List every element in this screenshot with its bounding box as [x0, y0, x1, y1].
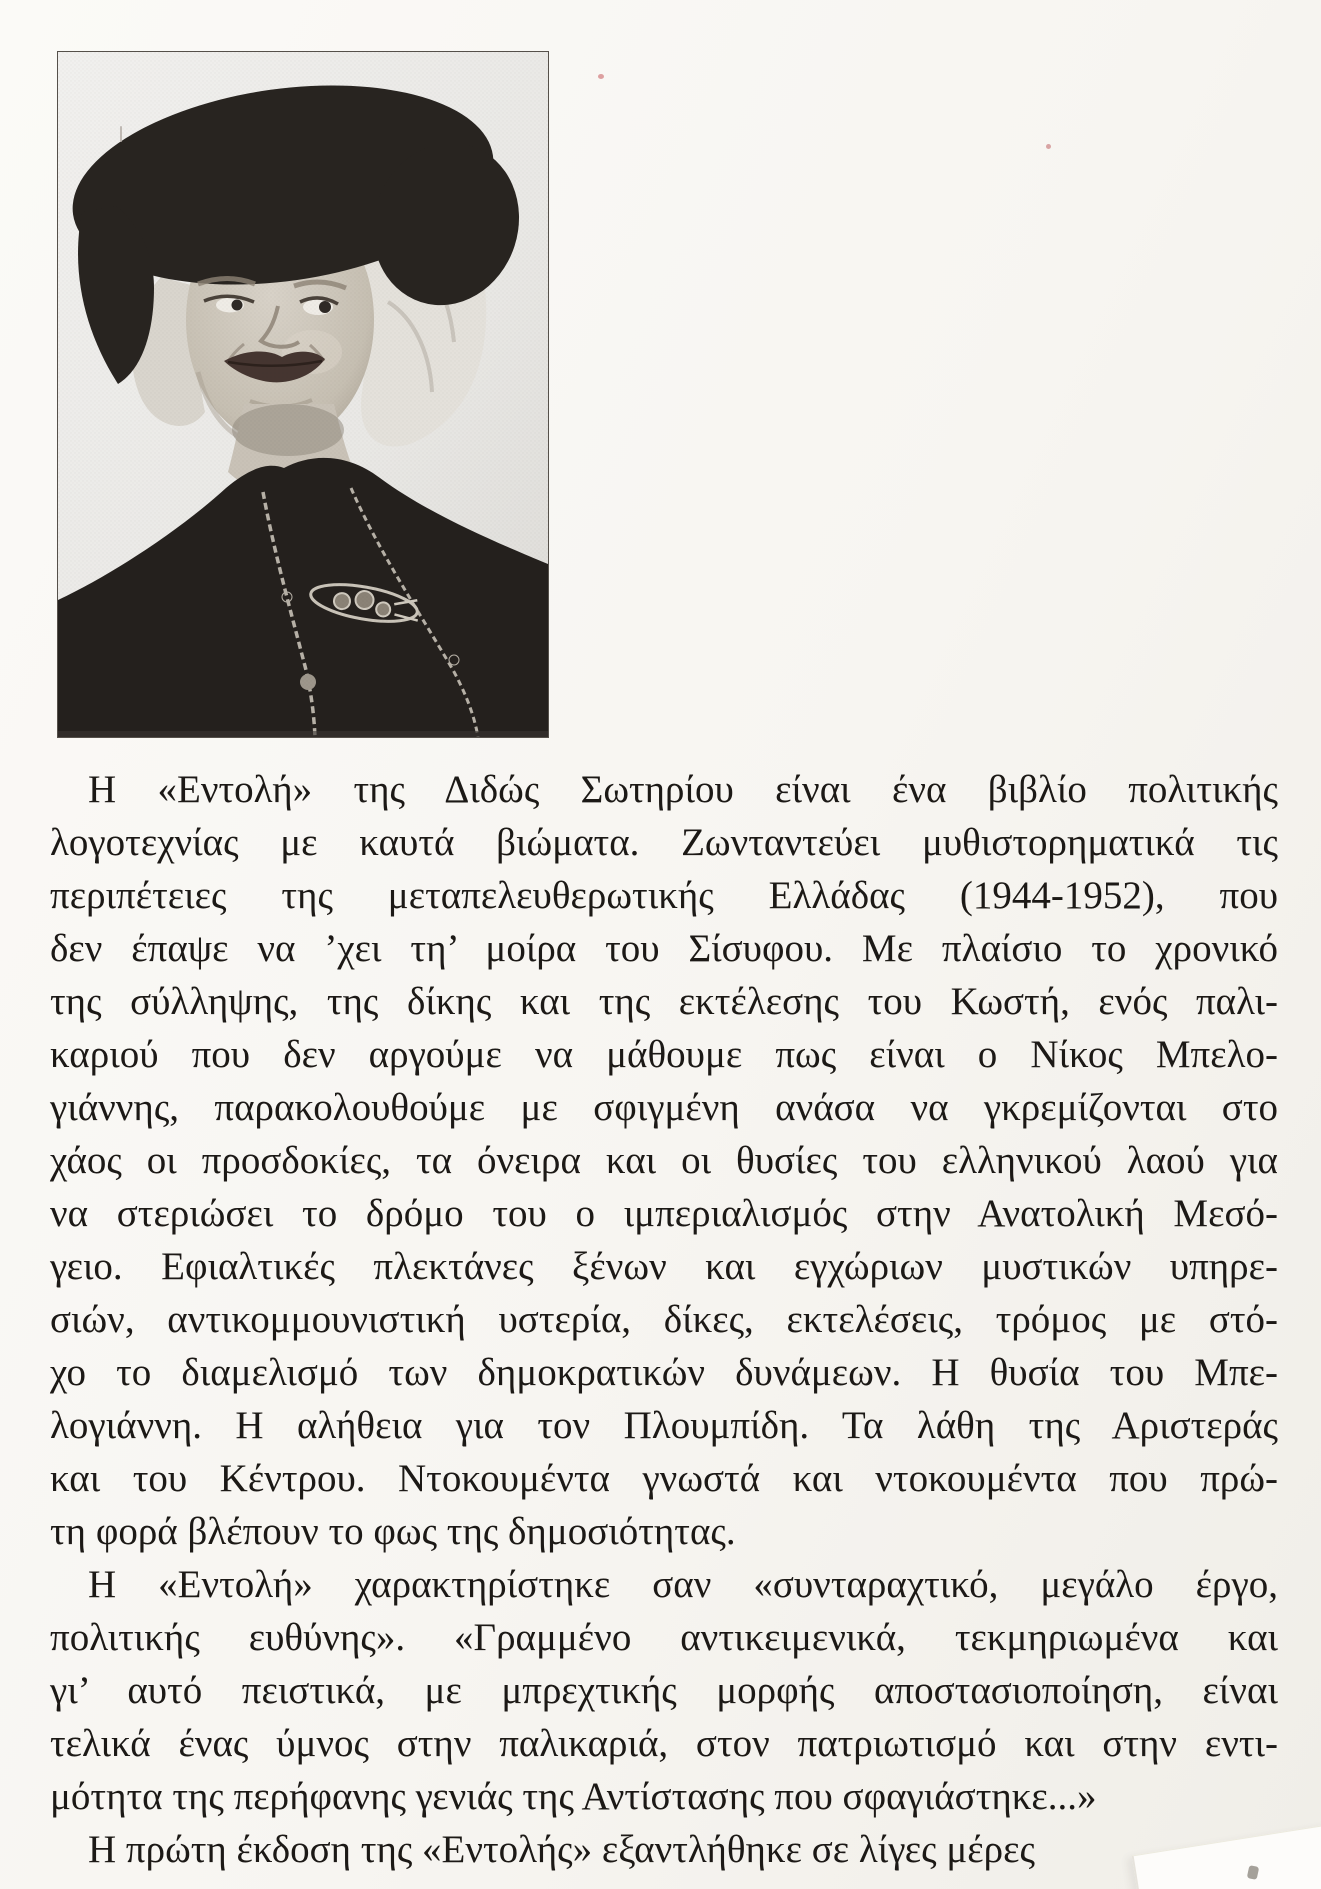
text-line: να στεριώσει το δρόμο του ο ιμπεριαλισμός στην Ανατολική Μεσό-	[50, 1192, 1278, 1235]
text-line: περιπέτειες της μεταπελευθερωτικής Ελλάδας (1944-1952), που	[50, 874, 1278, 917]
blurb-text	[50, 763, 1278, 1876]
text-line: λογιάννη. Η αλήθεια για τον Πλουμπίδη. Τα λάθη της Αριστεράς	[50, 1404, 1278, 1447]
author-photo	[58, 52, 548, 737]
photo-grain	[58, 52, 548, 737]
scan-speck	[598, 74, 604, 79]
photo-bottom-edge	[58, 731, 548, 737]
text-line: γιάννης, παρακολουθούμε με σφιγμένη ανάσα να γκρεμίζονται στο	[50, 1086, 1278, 1129]
text-line: της σύλληψης, της δίκης και της εκτέλεσης του Κωστή, ενός παλι-	[50, 980, 1278, 1023]
text-line: πολιτικής ευθύνης». «Γραμμένο αντικειμενικά, τεκμηριωμένα και	[50, 1616, 1278, 1659]
text-line: Η πρώτη έκδοση της «Εντολής» εξαντλήθηκε σε λίγες μέρες	[88, 1828, 1035, 1871]
text-line: Η «Εντολή» χαρακτηρίστηκε σαν «συνταραχτικό, μεγάλο έργο,	[88, 1563, 1278, 1606]
text-line: γειο. Εφιαλτικές πλεκτάνες ξένων και εγχώριων μυστικών υπηρε-	[50, 1245, 1278, 1288]
text-line: τελικά ένας ύμνος στην παλικαριά, στον πατριωτισμό και στην εντι-	[50, 1722, 1278, 1765]
text-line: χάος οι προσδοκίες, τα όνειρα και οι θυσίες του ελληνικού λαού για	[50, 1139, 1278, 1182]
text-line: και του Κέντρου. Ντοκουμέντα γνωστά και ντοκουμέντα που πρώ-	[50, 1457, 1278, 1500]
text-line: γι’ αυτό πειστικά, με μπρεχτικής μορφής αποστασιοποίηση, είναι	[50, 1669, 1278, 1712]
text-line: δεν έπαψε να ’χει τη’ μοίρα του Σίσυφου. Με πλαίσιο το χρονικό	[50, 927, 1278, 970]
portrait-illustration	[58, 52, 548, 737]
text-line: μότητα της περήφανης γενιάς της Αντίστασης που σφαγιάστηκε...»	[50, 1775, 1097, 1818]
text-line: χο το διαμελισμό των δημοκρατικών δυνάμεων. Η θυσία του Μπε-	[50, 1351, 1278, 1394]
text-line: τη φορά βλέπουν το φως της δημοσιότητας.	[50, 1510, 736, 1553]
text-line: Η «Εντολή» της Διδώς Σωτηρίου είναι ένα βιβλίο πολιτικής	[88, 768, 1278, 811]
text-line: λογοτεχνίας με καυτά βιώματα. Ζωνταντεύει μυθιστορηματικά τις	[50, 821, 1278, 864]
text-line: σιών, αντικομμουνιστική υστερία, δίκες, εκτελέσεις, τρόμος με στό-	[50, 1298, 1278, 1341]
text-line: καριού που δεν αργούμε να μάθουμε πως είναι ο Νίκος Μπελο-	[50, 1033, 1278, 1076]
scan-speck	[1046, 144, 1051, 149]
scan-speck	[120, 126, 122, 142]
